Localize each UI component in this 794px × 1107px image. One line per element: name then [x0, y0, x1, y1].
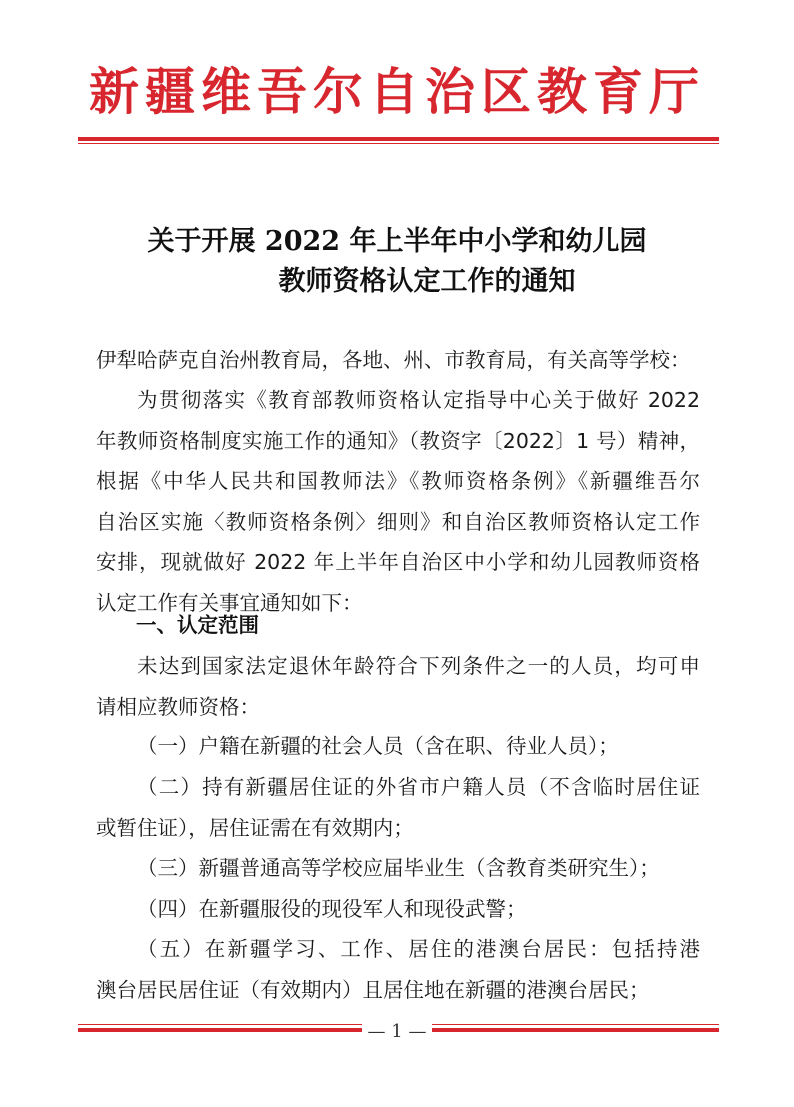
agency-letterhead: 新疆维吾尔自治区教育厅	[89, 62, 705, 121]
intro-line: 安排，现就做好 2022 年上半年自治区中小学和幼儿园教师资格	[96, 550, 700, 574]
intro-line: 认定工作有关事宜通知如下：	[96, 590, 363, 615]
list-item	[96, 767, 700, 848]
intro-line: 自治区实施〈教师资格条例〉细则》和自治区教师资格认定工作	[96, 509, 700, 534]
list-item	[96, 848, 700, 889]
intro-line: 年教师资格制度实施工作的通知》（教资字〔2022〕1 号）精神，	[96, 428, 700, 453]
list-item-line: （二）持有新疆居住证的外省市户籍人员（不含临时居住证	[137, 775, 700, 799]
page-number	[0, 1022, 794, 1042]
salutation	[96, 340, 700, 381]
page-number-label: — 1 —	[362, 1021, 433, 1042]
intro-line: 为贯彻落实《教育部教师资格认定指导中心关于做好 2022	[137, 388, 700, 412]
letterhead-rule-thick	[78, 137, 719, 141]
letterhead-rule-thin	[78, 143, 719, 144]
list-item-line: （四）在新疆服役的现役军人和现役武警；	[137, 897, 527, 921]
list-item	[96, 929, 700, 1010]
list-item	[96, 889, 700, 930]
section-intro-line: 请相应教师资格：	[96, 694, 260, 719]
section-heading: 一、认定范围	[136, 613, 259, 637]
section-intro-line: 未达到国家法定退休年龄符合下列条件之一的人员，均可申	[137, 654, 700, 678]
intro-paragraph	[96, 380, 700, 623]
doc-title-line2: 教师资格认定工作的通知	[278, 266, 576, 297]
section-intro	[96, 646, 700, 727]
list-item-line: （一）户籍在新疆的社会人员（含在职、待业人员）；	[137, 734, 619, 758]
list-item-line: 澳台居民居住证（有效期内）且居住地在新疆的港澳台居民；	[96, 977, 650, 1002]
list-item-line: （三）新疆普通高等学校应届毕业生（含教育类研究生）；	[137, 856, 660, 880]
salutation-line: 伊犁哈萨克自治州教育局，各地、州、市教育局，有关高等学校：	[96, 348, 691, 372]
list-item-line: （五）在新疆学习、工作、居住的港澳台居民：包括持港	[137, 937, 700, 961]
intro-line: 根据《中华人民共和国教师法》《教师资格条例》《新疆维吾尔	[96, 469, 700, 493]
list-item	[96, 726, 700, 767]
list-item-line: 或暂住证），居住证需在有效期内；	[96, 815, 414, 840]
doc-title-line1: 关于开展 2022 年上半年中小学和幼儿园	[147, 226, 647, 257]
